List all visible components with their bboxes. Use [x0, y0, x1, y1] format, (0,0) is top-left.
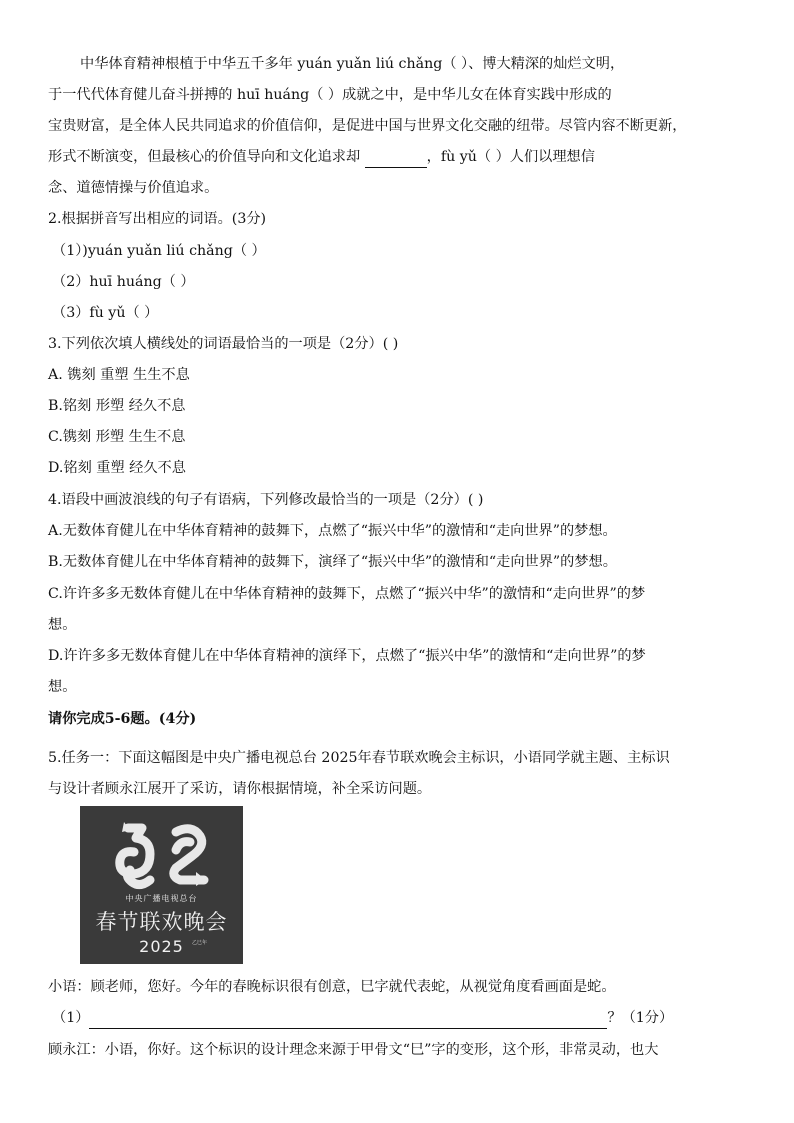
q2-item-3[interactable]: （3）fù yǔ（ ）: [52, 305, 159, 321]
q3-option-b[interactable]: B.铭刻 形塑 经久不息: [48, 398, 186, 414]
passage-line-1: 中华体育精神根植于中华五千多年 yuán yuǎn liú chǎng（ ）、博大精深的灿烂文明，: [80, 56, 625, 72]
q3-option-c[interactable]: C.镌刻 形塑 生生不息: [48, 429, 186, 445]
spring-festival-gala-logo: [80, 806, 243, 964]
section-heading: 请你完成5-6题。(4分): [48, 711, 197, 727]
snake-si-symbol-icon: [80, 810, 243, 900]
q3-title: 3.下列依次填人横线处的词语最恰当的一项是（2分）( ): [48, 336, 399, 352]
q4-title: 4.语段中画波浪线的句子有语病，下列修改最恰当的一项是（2分）( ): [48, 492, 484, 508]
fill-in-blank[interactable]: [365, 147, 427, 168]
dialog-xiaoyu: 小语：顾老师，您好。今年的春晚标识很有创意，巳字就代表蛇，从视觉角度看画面是蛇。: [48, 979, 616, 995]
q2-item-1[interactable]: （1）)yuán yuǎn liú chǎng（ ）: [52, 243, 266, 259]
q2-title: 2.根据拼音写出相应的词语。(3分): [48, 211, 267, 227]
passage-line-3: 宝贵财富，是全体人民共同追求的价值信仰，是促进中国与世界文化交融的纽带。尽管内容不断更新，: [48, 118, 687, 134]
q3-option-a[interactable]: A. 镌刻 重塑 生生不息: [48, 367, 190, 383]
q4-option-a[interactable]: A.无数体育健儿在中华体育精神的鼓舞下，点燃了“振兴中华”的激情和“走向世界”的梦想。: [48, 523, 617, 539]
q4-option-d[interactable]: D.许许多多无数体育健儿在中华体育精神的演绎下，点燃了“振兴中华”的激情和“走向世界”的梦: [48, 648, 646, 664]
q4-option-b[interactable]: B.无数体育健儿在中华体育精神的鼓舞下，演绎了“振兴中华”的激情和“走向世界”的梦想。: [48, 554, 617, 570]
q4-option-c[interactable]: C.许许多多无数体育健儿在中华体育精神的鼓舞下，点燃了“振兴中华”的激情和“走向世界”的梦: [48, 586, 646, 602]
question-1-score: ？（1分）: [607, 1010, 674, 1026]
q4-option-d-cont: 想。: [48, 679, 77, 695]
q2-item-2[interactable]: （2）huī huáng（ ）: [52, 274, 195, 290]
q4-option-c-cont: 想。: [48, 617, 77, 633]
q5-line-2: 与设计者顾永江展开了采访，请你根据情境，补全采访问题。: [48, 781, 432, 797]
passage-line-4: [48, 147, 595, 168]
passage-line-4-text: 形式不断演变，但最核心的价值导向和文化追求却: [48, 149, 365, 165]
logo-title-text: 春节联欢晚会: [95, 910, 228, 934]
q3-option-d[interactable]: D.铭刻 重塑 经久不息: [48, 460, 186, 476]
logo-year-sub-text: 乙巳年: [192, 940, 208, 946]
logo-year-text: 2025: [139, 937, 184, 956]
passage-line-2: 于一代代体育健儿奋斗拼搏的 huī huáng（ ）成就之中，是中华儿女在体育实践中形成的: [48, 87, 612, 103]
q5-line-1: 5.任务一：下面这幅图是中央广播电视总台 2025年春节联欢晚会主标识，小语同学就主题、主标识: [48, 750, 670, 766]
passage-line-5: 念、道德情操与价值追求。: [48, 180, 219, 196]
passage-line-4-tail: ，fù yǔ（ ）人们以理想信: [426, 149, 595, 165]
dialog-gu: 顾永江：小语，你好。这个标识的设计理念来源于甲骨文“巳”字的变形，这个形，非常灵动，也大: [48, 1042, 659, 1058]
question-1-answer-blank[interactable]: [89, 1008, 607, 1029]
logo-org-text: 中央广播电视总台: [125, 894, 198, 903]
question-1-label: （1）: [52, 1010, 90, 1026]
dialog-question-1: [52, 1008, 673, 1029]
